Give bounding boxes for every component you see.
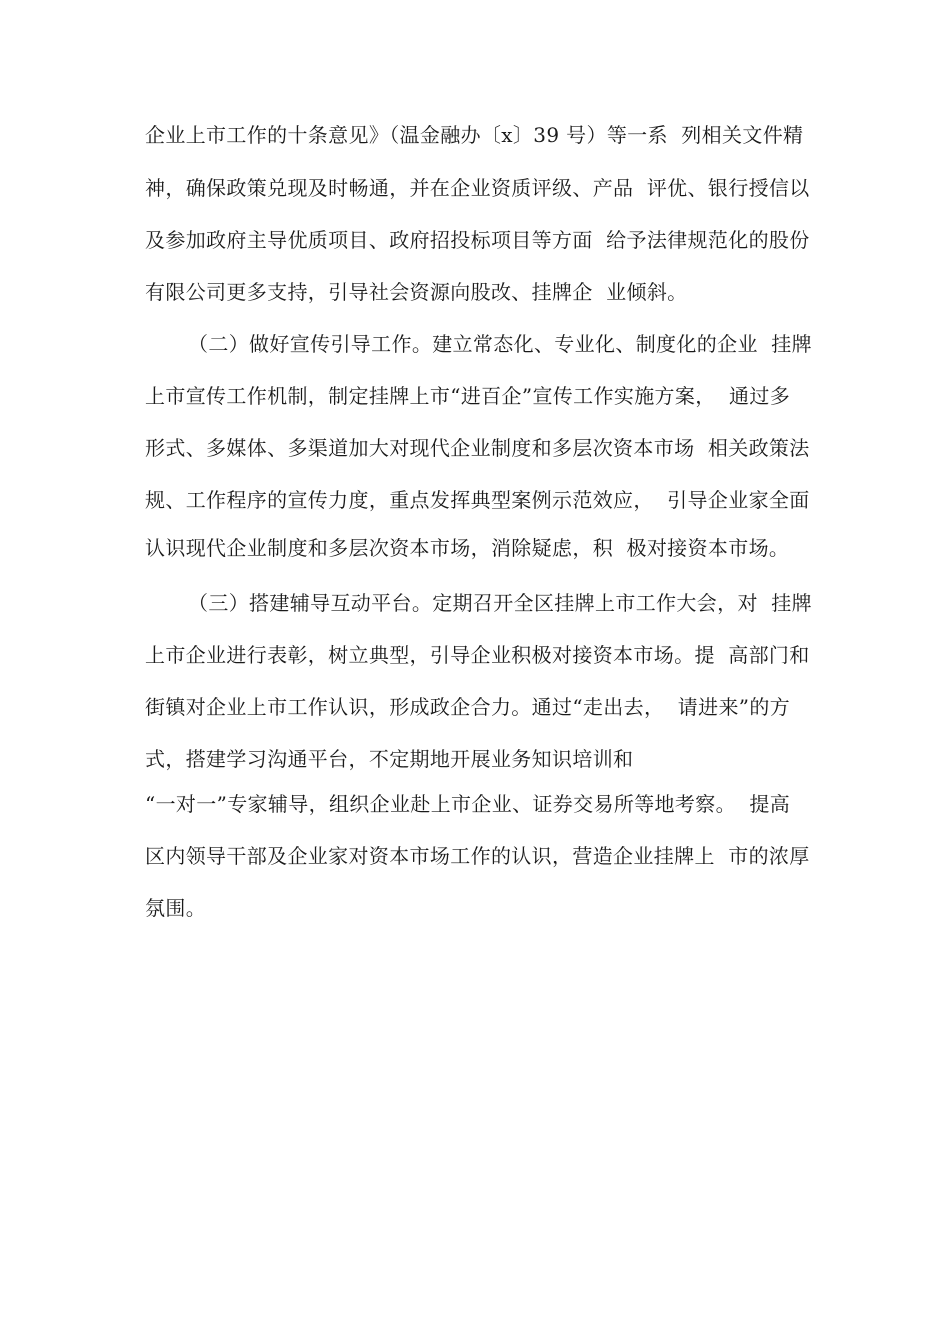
paragraph-2-line-2: 上市宣传工作机制，制定挂牌上市“进百企”宣传工作实施方案， 通过多	[145, 384, 791, 408]
paragraph-2-line-4: 规、工作程序的宣传力度，重点发挥典型案例示范效应， 引导企业家全面	[145, 488, 810, 512]
paragraph-1-line-2: 神，确保政策兑现及时畅通，并在企业资质评级、产品 评优、银行授信以	[145, 176, 810, 200]
paragraph-3-line-1: （三）搭建辅导互动平台。定期召开全区挂牌上市工作大会，对 挂牌	[188, 591, 812, 615]
paragraph-3-line-4: 式，搭建学习沟通平台，不定期地开展业务知识培训和	[145, 747, 634, 771]
paragraph-2-line-1: （二）做好宣传引导工作。建立常态化、专业化、制度化的企业 挂牌	[188, 332, 812, 356]
paragraph-3-line-5: “一对一”专家辅导，组织企业赴上市企业、证券交易所等地考察。 提高	[145, 792, 791, 816]
paragraph-3-line-7: 氛围。	[145, 896, 207, 920]
paragraph-3-line-3: 街镇对企业上市工作认识，形成政企合力。通过“走出去， 请进来”的方	[145, 695, 791, 719]
paragraph-3-line-6: 区内领导干部及企业家对资本市场工作的认识，营造企业挂牌上 市的浓厚	[145, 844, 810, 868]
paragraph-1-line-3: 及参加政府主导优质项目、政府招投标项目等方面 给予法律规范化的股份	[145, 228, 810, 252]
paragraph-1-line-1: 企业上市工作的十条意见》（温金融办〔x〕39 号）等一系 列相关文件精	[145, 123, 804, 147]
paragraph-2-line-5: 认识现代企业制度和多层次资本市场，消除疑虑，积 极对接资本市场。	[145, 536, 790, 560]
paragraph-2-line-3: 形式、多媒体、多渠道加大对现代企业制度和多层次资本市场 相关政策法	[145, 436, 810, 460]
paragraph-1-line-4: 有限公司更多支持，引导社会资源向股改、挂牌企 业倾斜。	[145, 280, 688, 304]
paragraph-3-line-2: 上市企业进行表彰，树立典型，引导企业积极对接资本市场。提 高部门和	[145, 643, 810, 667]
